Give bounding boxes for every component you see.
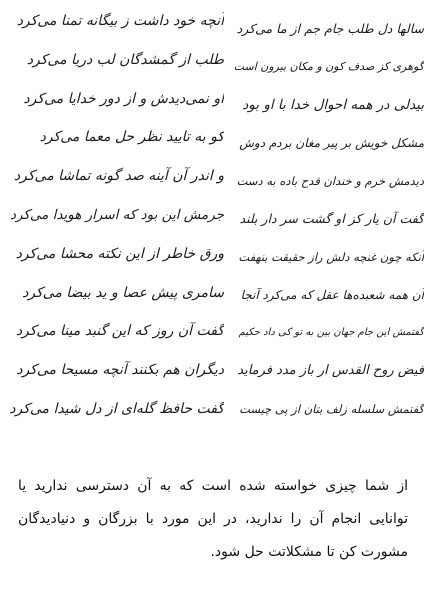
verse-line: گوهری کز صدف کون و مکان بیرون است	[234, 60, 424, 73]
verse-line: طلب از گمشدگان لب دریا می‌کرد	[26, 51, 224, 68]
verse-line: کو به تایید نظر حل معما می‌کرد	[39, 129, 224, 146]
poem-ghazal	[6, 12, 424, 422]
interpretation-text: از شما چیزی خواسته شده است که به آن دسترسی ندارید یا توانایی انجام آن را ندارید، در این مورد با بزرگان و دنیادیدگان مشورت کن تا مشکلاتت حل شود.	[18, 478, 408, 560]
verse-line: گفتمش سلسله زلف بتان از پی چیست	[239, 402, 424, 416]
verse-line: ورق خاطر از این نکته محشا می‌کرد	[15, 245, 224, 262]
verse-line: دیدمش خرم و خندان قدح باده به دست	[236, 174, 424, 188]
verse-line: گفت حافظ گله‌ای از دل شیدا می‌کرد	[9, 400, 224, 417]
verse-line: آن همه شعبده‌ها عقل که می‌کرد آنجا	[240, 288, 424, 302]
poem-column-right	[234, 12, 424, 422]
verse-line: او نمی‌دیدش و از دور خدایا می‌کرد	[23, 90, 224, 107]
verse-line: دیگران هم بکنند آنچه مسیحا می‌کرد	[16, 362, 224, 379]
verse-line: بیدلی در همه احوال خدا با او بود	[242, 97, 424, 113]
verse-line: سالها دل طلب جام جم از ما می‌کرد	[236, 21, 424, 36]
verse-line: مشکل خویش بر پیر مغان بردم دوش	[239, 136, 424, 150]
verse-line: آنچه خود داشت ز بیگانه تمنا می‌کرد	[16, 13, 224, 29]
verse-line: گفت آن یار کز او گشت سر دار بلند	[239, 211, 424, 226]
verse-line: آنکه چون غنچه دلش راز حقیقت بنهفت	[238, 250, 424, 264]
verse-line: و اندر آن آینه صد گونه تماشا می‌کرد	[13, 168, 224, 185]
poem-column-left	[6, 12, 224, 422]
verse-line: گفت آن روز که این گنبد مینا می‌کرد	[15, 323, 224, 340]
verse-line: جرمش این بود که اسرار هویدا می‌کرد	[9, 206, 224, 223]
verse-line: سامری پیش عصا و ید بیضا می‌کرد	[22, 284, 224, 301]
verse-line: گفتمش این جام جهان بین به تو کی داد حکیم	[238, 327, 424, 338]
verse-line: فیض روح القدس ار باز مدد فرماید	[237, 363, 424, 378]
